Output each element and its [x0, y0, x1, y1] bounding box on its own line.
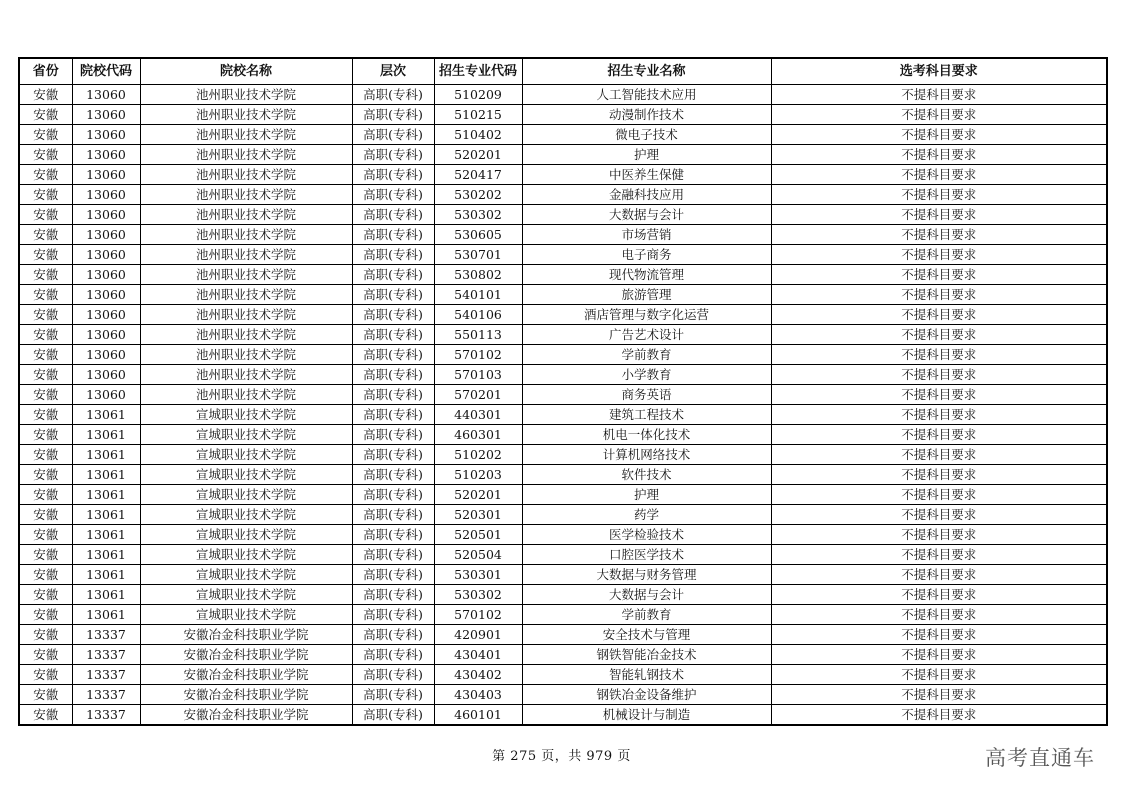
- cell-school-name: 安徽冶金科技职业学院: [140, 665, 352, 685]
- cell-province: 安徽: [19, 165, 72, 185]
- cell-subject-requirement: 不提科目要求: [771, 505, 1107, 525]
- cell-level: 高职(专科): [352, 325, 434, 345]
- cell-school-code: 13060: [72, 345, 140, 365]
- cell-school-name: 池州职业技术学院: [140, 105, 352, 125]
- cell-province: 安徽: [19, 645, 72, 665]
- cell-province: 安徽: [19, 565, 72, 585]
- cell-school-name: 宣城职业技术学院: [140, 505, 352, 525]
- cell-major-code: 440301: [434, 405, 522, 425]
- cell-level: 高职(专科): [352, 305, 434, 325]
- cell-major-name: 中医养生保健: [522, 165, 771, 185]
- cell-school-code: 13337: [72, 705, 140, 726]
- cell-level: 高职(专科): [352, 485, 434, 505]
- page-number: 第 275 页，共 979 页: [492, 749, 631, 764]
- cell-level: 高职(专科): [352, 205, 434, 225]
- cell-major-code: 460101: [434, 705, 522, 726]
- cell-major-code: 420901: [434, 625, 522, 645]
- table-row: [19, 205, 1107, 225]
- cell-major-code: 520201: [434, 145, 522, 165]
- cell-province: 安徽: [19, 405, 72, 425]
- cell-subject-requirement: 不提科目要求: [771, 145, 1107, 165]
- table-row: [19, 445, 1107, 465]
- cell-province: 安徽: [19, 525, 72, 545]
- cell-province: 安徽: [19, 85, 72, 105]
- cell-major-code: 530302: [434, 205, 522, 225]
- table-row: [19, 605, 1107, 625]
- cell-school-code: 13060: [72, 165, 140, 185]
- cell-major-code: 510209: [434, 85, 522, 105]
- cell-level: 高职(专科): [352, 145, 434, 165]
- cell-school-name: 池州职业技术学院: [140, 185, 352, 205]
- cell-major-name: 小学教育: [522, 365, 771, 385]
- table-row: [19, 85, 1107, 105]
- cell-subject-requirement: 不提科目要求: [771, 105, 1107, 125]
- cell-school-code: 13061: [72, 425, 140, 445]
- cell-major-code: 530802: [434, 265, 522, 285]
- cell-school-name: 宣城职业技术学院: [140, 605, 352, 625]
- cell-school-code: 13061: [72, 465, 140, 485]
- cell-school-name: 池州职业技术学院: [140, 325, 352, 345]
- cell-level: 高职(专科): [352, 505, 434, 525]
- cell-school-name: 安徽冶金科技职业学院: [140, 705, 352, 726]
- cell-province: 安徽: [19, 505, 72, 525]
- cell-province: 安徽: [19, 105, 72, 125]
- cell-major-code: 530301: [434, 565, 522, 585]
- table-row: [19, 265, 1107, 285]
- cell-province: 安徽: [19, 125, 72, 145]
- cell-subject-requirement: 不提科目要求: [771, 205, 1107, 225]
- cell-major-code: 510202: [434, 445, 522, 465]
- cell-level: 高职(专科): [352, 425, 434, 445]
- cell-province: 安徽: [19, 705, 72, 726]
- cell-school-name: 池州职业技术学院: [140, 125, 352, 145]
- cell-level: 高职(专科): [352, 685, 434, 705]
- cell-school-name: 池州职业技术学院: [140, 85, 352, 105]
- cell-major-code: 530302: [434, 585, 522, 605]
- cell-major-code: 530605: [434, 225, 522, 245]
- cell-school-code: 13061: [72, 605, 140, 625]
- table-row: [19, 705, 1107, 726]
- cell-school-name: 池州职业技术学院: [140, 225, 352, 245]
- cell-school-code: 13060: [72, 365, 140, 385]
- cell-major-name: 安全技术与管理: [522, 625, 771, 645]
- cell-school-code: 13060: [72, 265, 140, 285]
- cell-province: 安徽: [19, 225, 72, 245]
- cell-major-name: 学前教育: [522, 605, 771, 625]
- header-school-code: 院校代码: [72, 58, 140, 85]
- table-row: [19, 165, 1107, 185]
- table-row: [19, 125, 1107, 145]
- cell-school-name: 宣城职业技术学院: [140, 445, 352, 465]
- watermark: 高考直通车: [985, 746, 1095, 770]
- cell-school-name: 池州职业技术学院: [140, 385, 352, 405]
- cell-level: 高职(专科): [352, 465, 434, 485]
- cell-major-name: 护理: [522, 145, 771, 165]
- header-major-name: 招生专业名称: [522, 58, 771, 85]
- cell-subject-requirement: 不提科目要求: [771, 405, 1107, 425]
- cell-subject-requirement: 不提科目要求: [771, 245, 1107, 265]
- cell-level: 高职(专科): [352, 605, 434, 625]
- cell-major-code: 460301: [434, 425, 522, 445]
- cell-level: 高职(专科): [352, 625, 434, 645]
- cell-level: 高职(专科): [352, 225, 434, 245]
- cell-major-code: 510203: [434, 465, 522, 485]
- cell-major-code: 530701: [434, 245, 522, 265]
- cell-subject-requirement: 不提科目要求: [771, 685, 1107, 705]
- cell-school-code: 13060: [72, 105, 140, 125]
- table-row: [19, 345, 1107, 365]
- cell-subject-requirement: 不提科目要求: [771, 545, 1107, 565]
- cell-school-name: 池州职业技术学院: [140, 205, 352, 225]
- cell-level: 高职(专科): [352, 705, 434, 726]
- cell-school-code: 13061: [72, 445, 140, 465]
- cell-province: 安徽: [19, 605, 72, 625]
- cell-province: 安徽: [19, 265, 72, 285]
- cell-major-code: 510215: [434, 105, 522, 125]
- cell-school-code: 13337: [72, 685, 140, 705]
- cell-school-name: 安徽冶金科技职业学院: [140, 625, 352, 645]
- cell-school-name: 池州职业技术学院: [140, 345, 352, 365]
- cell-major-name: 机电一体化技术: [522, 425, 771, 445]
- cell-school-name: 宣城职业技术学院: [140, 565, 352, 585]
- cell-school-code: 13337: [72, 645, 140, 665]
- cell-major-code: 530202: [434, 185, 522, 205]
- cell-province: 安徽: [19, 365, 72, 385]
- table-row: [19, 145, 1107, 165]
- cell-school-code: 13060: [72, 145, 140, 165]
- cell-school-name: 宣城职业技术学院: [140, 425, 352, 445]
- cell-subject-requirement: 不提科目要求: [771, 425, 1107, 445]
- table-row: [19, 465, 1107, 485]
- cell-level: 高职(专科): [352, 665, 434, 685]
- cell-subject-requirement: 不提科目要求: [771, 465, 1107, 485]
- table-row: [19, 305, 1107, 325]
- cell-level: 高职(专科): [352, 185, 434, 205]
- cell-province: 安徽: [19, 685, 72, 705]
- table-row: [19, 545, 1107, 565]
- cell-level: 高职(专科): [352, 85, 434, 105]
- cell-school-name: 池州职业技术学院: [140, 365, 352, 385]
- cell-school-code: 13060: [72, 285, 140, 305]
- table-row: [19, 385, 1107, 405]
- cell-school-code: 13061: [72, 405, 140, 425]
- cell-major-name: 市场营销: [522, 225, 771, 245]
- cell-subject-requirement: 不提科目要求: [771, 665, 1107, 685]
- cell-major-code: 520301: [434, 505, 522, 525]
- cell-school-code: 13060: [72, 305, 140, 325]
- cell-school-code: 13061: [72, 505, 140, 525]
- admissions-table: [18, 57, 1108, 726]
- cell-school-code: 13060: [72, 325, 140, 345]
- cell-school-code: 13061: [72, 525, 140, 545]
- header-level: 层次: [352, 58, 434, 85]
- cell-major-name: 医学检验技术: [522, 525, 771, 545]
- cell-major-name: 建筑工程技术: [522, 405, 771, 425]
- cell-major-code: 430403: [434, 685, 522, 705]
- cell-school-name: 宣城职业技术学院: [140, 545, 352, 565]
- cell-major-code: 550113: [434, 325, 522, 345]
- cell-province: 安徽: [19, 305, 72, 325]
- cell-major-name: 学前教育: [522, 345, 771, 365]
- cell-school-code: 13060: [72, 245, 140, 265]
- cell-province: 安徽: [19, 425, 72, 445]
- cell-school-code: 13060: [72, 205, 140, 225]
- table-row: [19, 105, 1107, 125]
- table-row: [19, 665, 1107, 685]
- cell-province: 安徽: [19, 665, 72, 685]
- cell-subject-requirement: 不提科目要求: [771, 265, 1107, 285]
- cell-major-name: 电子商务: [522, 245, 771, 265]
- table-row: [19, 325, 1107, 345]
- cell-major-code: 570102: [434, 605, 522, 625]
- cell-level: 高职(专科): [352, 585, 434, 605]
- table-row: [19, 425, 1107, 445]
- cell-province: 安徽: [19, 485, 72, 505]
- cell-level: 高职(专科): [352, 165, 434, 185]
- cell-major-code: 520201: [434, 485, 522, 505]
- header-province: 省份: [19, 58, 72, 85]
- cell-school-name: 池州职业技术学院: [140, 285, 352, 305]
- cell-school-code: 13060: [72, 385, 140, 405]
- cell-major-name: 商务英语: [522, 385, 771, 405]
- cell-major-name: 软件技术: [522, 465, 771, 485]
- cell-school-name: 宣城职业技术学院: [140, 525, 352, 545]
- cell-school-name: 池州职业技术学院: [140, 245, 352, 265]
- cell-major-code: 570103: [434, 365, 522, 385]
- cell-major-name: 现代物流管理: [522, 265, 771, 285]
- cell-major-code: 540101: [434, 285, 522, 305]
- cell-level: 高职(专科): [352, 245, 434, 265]
- cell-subject-requirement: 不提科目要求: [771, 625, 1107, 645]
- table-row: [19, 645, 1107, 665]
- cell-province: 安徽: [19, 185, 72, 205]
- cell-subject-requirement: 不提科目要求: [771, 125, 1107, 145]
- cell-subject-requirement: 不提科目要求: [771, 385, 1107, 405]
- cell-province: 安徽: [19, 445, 72, 465]
- table-row: [19, 245, 1107, 265]
- cell-level: 高职(专科): [352, 645, 434, 665]
- cell-major-code: 520417: [434, 165, 522, 185]
- cell-subject-requirement: 不提科目要求: [771, 165, 1107, 185]
- cell-major-code: 520501: [434, 525, 522, 545]
- cell-school-name: 池州职业技术学院: [140, 305, 352, 325]
- cell-subject-requirement: 不提科目要求: [771, 85, 1107, 105]
- cell-subject-requirement: 不提科目要求: [771, 345, 1107, 365]
- cell-major-name: 智能轧钢技术: [522, 665, 771, 685]
- cell-major-name: 护理: [522, 485, 771, 505]
- cell-province: 安徽: [19, 145, 72, 165]
- cell-school-code: 13337: [72, 625, 140, 645]
- cell-school-name: 宣城职业技术学院: [140, 405, 352, 425]
- cell-subject-requirement: 不提科目要求: [771, 445, 1107, 465]
- cell-subject-requirement: 不提科目要求: [771, 305, 1107, 325]
- cell-major-name: 大数据与会计: [522, 585, 771, 605]
- cell-school-code: 13061: [72, 545, 140, 565]
- cell-subject-requirement: 不提科目要求: [771, 185, 1107, 205]
- cell-school-code: 13060: [72, 225, 140, 245]
- table-row: [19, 505, 1107, 525]
- cell-school-code: 13061: [72, 485, 140, 505]
- cell-major-code: 430402: [434, 665, 522, 685]
- cell-province: 安徽: [19, 205, 72, 225]
- table-row: [19, 685, 1107, 705]
- cell-level: 高职(专科): [352, 365, 434, 385]
- table-row: [19, 185, 1107, 205]
- cell-level: 高职(专科): [352, 445, 434, 465]
- table-row: [19, 585, 1107, 605]
- cell-school-name: 池州职业技术学院: [140, 165, 352, 185]
- cell-major-name: 大数据与财务管理: [522, 565, 771, 585]
- cell-major-code: 430401: [434, 645, 522, 665]
- cell-school-name: 安徽冶金科技职业学院: [140, 685, 352, 705]
- cell-major-name: 动漫制作技术: [522, 105, 771, 125]
- cell-major-name: 钢铁冶金设备维护: [522, 685, 771, 705]
- table-row: [19, 365, 1107, 385]
- cell-school-code: 13061: [72, 585, 140, 605]
- cell-major-name: 广告艺术设计: [522, 325, 771, 345]
- cell-province: 安徽: [19, 585, 72, 605]
- table-row: [19, 565, 1107, 585]
- cell-level: 高职(专科): [352, 545, 434, 565]
- cell-major-code: 540106: [434, 305, 522, 325]
- cell-subject-requirement: 不提科目要求: [771, 485, 1107, 505]
- cell-level: 高职(专科): [352, 285, 434, 305]
- cell-major-code: 510402: [434, 125, 522, 145]
- table-row: [19, 285, 1107, 305]
- table-header-row: [19, 58, 1107, 85]
- cell-province: 安徽: [19, 325, 72, 345]
- cell-level: 高职(专科): [352, 565, 434, 585]
- cell-school-code: 13060: [72, 185, 140, 205]
- cell-major-name: 人工智能技术应用: [522, 85, 771, 105]
- cell-major-name: 大数据与会计: [522, 205, 771, 225]
- cell-subject-requirement: 不提科目要求: [771, 285, 1107, 305]
- cell-major-name: 钢铁智能冶金技术: [522, 645, 771, 665]
- cell-major-name: 微电子技术: [522, 125, 771, 145]
- cell-major-name: 旅游管理: [522, 285, 771, 305]
- cell-major-code: 570201: [434, 385, 522, 405]
- cell-school-code: 13061: [72, 565, 140, 585]
- cell-major-name: 机械设计与制造: [522, 705, 771, 726]
- header-subject-requirement: 选考科目要求: [771, 58, 1107, 85]
- cell-major-name: 酒店管理与数字化运营: [522, 305, 771, 325]
- cell-subject-requirement: 不提科目要求: [771, 705, 1107, 726]
- cell-level: 高职(专科): [352, 265, 434, 285]
- cell-subject-requirement: 不提科目要求: [771, 565, 1107, 585]
- cell-province: 安徽: [19, 345, 72, 365]
- header-school-name: 院校名称: [140, 58, 352, 85]
- table-row: [19, 525, 1107, 545]
- table-row: [19, 225, 1107, 245]
- table-row: [19, 405, 1107, 425]
- cell-province: 安徽: [19, 465, 72, 485]
- cell-subject-requirement: 不提科目要求: [771, 525, 1107, 545]
- cell-major-name: 计算机网络技术: [522, 445, 771, 465]
- cell-province: 安徽: [19, 285, 72, 305]
- cell-level: 高职(专科): [352, 405, 434, 425]
- cell-province: 安徽: [19, 545, 72, 565]
- cell-level: 高职(专科): [352, 105, 434, 125]
- cell-level: 高职(专科): [352, 385, 434, 405]
- cell-subject-requirement: 不提科目要求: [771, 585, 1107, 605]
- cell-level: 高职(专科): [352, 125, 434, 145]
- table-body: [19, 85, 1107, 726]
- cell-school-name: 宣城职业技术学院: [140, 585, 352, 605]
- cell-school-name: 安徽冶金科技职业学院: [140, 645, 352, 665]
- cell-province: 安徽: [19, 385, 72, 405]
- cell-level: 高职(专科): [352, 345, 434, 365]
- cell-subject-requirement: 不提科目要求: [771, 605, 1107, 625]
- cell-school-name: 池州职业技术学院: [140, 145, 352, 165]
- cell-province: 安徽: [19, 245, 72, 265]
- cell-subject-requirement: 不提科目要求: [771, 325, 1107, 345]
- cell-major-code: 520504: [434, 545, 522, 565]
- cell-school-name: 宣城职业技术学院: [140, 485, 352, 505]
- cell-major-name: 药学: [522, 505, 771, 525]
- cell-subject-requirement: 不提科目要求: [771, 225, 1107, 245]
- cell-school-code: 13060: [72, 85, 140, 105]
- cell-subject-requirement: 不提科目要求: [771, 365, 1107, 385]
- cell-major-code: 570102: [434, 345, 522, 365]
- cell-school-name: 宣城职业技术学院: [140, 465, 352, 485]
- cell-level: 高职(专科): [352, 525, 434, 545]
- header-major-code: 招生专业代码: [434, 58, 522, 85]
- cell-major-name: 金融科技应用: [522, 185, 771, 205]
- table-row: [19, 625, 1107, 645]
- table-row: [19, 485, 1107, 505]
- cell-province: 安徽: [19, 625, 72, 645]
- cell-school-name: 池州职业技术学院: [140, 265, 352, 285]
- cell-major-name: 口腔医学技术: [522, 545, 771, 565]
- cell-school-code: 13337: [72, 665, 140, 685]
- cell-school-code: 13060: [72, 125, 140, 145]
- cell-subject-requirement: 不提科目要求: [771, 645, 1107, 665]
